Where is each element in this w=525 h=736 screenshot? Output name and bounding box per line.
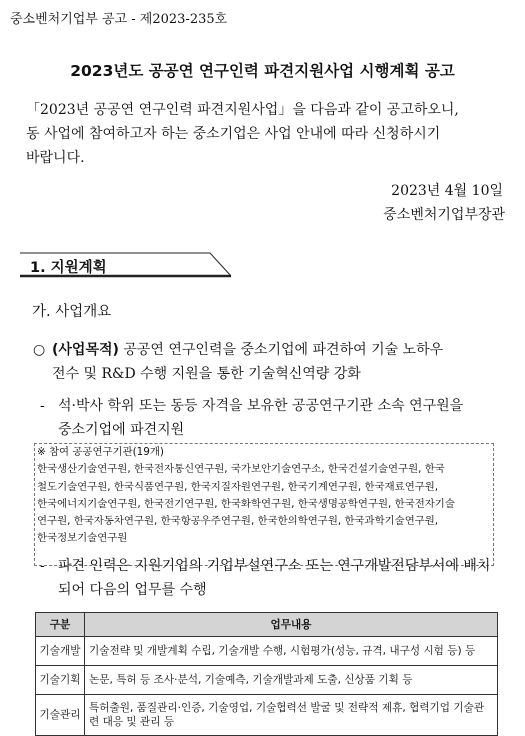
qualification-line-1: 석·박사 학위 또는 동등 자격을 보유한 공공연구기관 소속 연구원을 (58, 398, 464, 414)
dash-bullet: - (40, 398, 45, 414)
signer: 중소벤처기업부장관 (383, 207, 505, 223)
purpose-line-2: 전수 및 R&D 수행 지원을 통한 기술혁신역량 강화 (52, 366, 361, 382)
table-row (36, 637, 498, 666)
table-row (36, 666, 498, 695)
column-header-content: 업무내용 (85, 613, 498, 637)
column-header-category: 구분 (36, 613, 85, 637)
subsection-title: 가. 사업개요 (32, 304, 112, 320)
purpose-line-1 (52, 338, 443, 362)
task-line-1: 파견 인력은 지원기업의 기업부설연구소 또는 연구개발전담부서에 배치 (58, 558, 491, 574)
section-header (20, 252, 232, 278)
row-category: 기술기획 (36, 666, 85, 695)
task-line-2: 되어 다음의 업무를 수행 (58, 582, 207, 598)
institutions-line: 철도기술연구원, 한국식품연구원, 한국지질자원연구원, 한국기계연구원, 한국재료연구원, (37, 480, 439, 493)
row-content: 논문, 특허 등 조사·분석, 기술예측, 기술개발과제 도출, 신상품 기획 등 (85, 666, 498, 695)
bullet-circle: ○ (33, 342, 46, 358)
notice-number: 중소벤처기업부 공고 - 제2023-235호 (10, 12, 228, 27)
table-row (36, 695, 498, 736)
institutions-line: 연구원, 한국자동차연구원, 한국항공우주연구원, 한국한의학연구원, 한국과학기술연구원, (37, 515, 439, 528)
intro-line-3: 바랍니다. (26, 150, 85, 166)
document-title: 2023년도 공공연 연구인력 파견지원사업 시행계획 공고 (70, 62, 455, 80)
row-content: 기술전략 및 개발계획 수립, 기술개발 수행, 시험평가(성능, 규격, 내구성 시험 등) 등 (85, 637, 498, 666)
table-header-row (36, 613, 498, 637)
intro-line-2: 동 사업에 참여하고자 하는 중소기업은 사업 안내에 따라 신청하시기 (26, 126, 441, 142)
row-category: 기술개발 (36, 637, 85, 666)
row-category: 기술관리 (36, 695, 85, 736)
purpose-text: 공공연 연구인력을 중소기업에 파견하여 기술 노하우 (118, 342, 444, 358)
row-content: 특허출원, 품질관리·인증, 기술영업, 기술협력선 발굴 및 전략적 제휴, 협력기업 기술관련 대응 및 관리 등 (85, 695, 498, 736)
institutions-line: 한국에너지기술연구원, 한국전기연구원, 한국화학연구원, 한국생명공학연구원, 한국전자기술 (37, 497, 455, 510)
dash-bullet: - (40, 558, 45, 574)
intro-line-1: 「2023년 공공연 연구인력 파견지원사업」을 다음과 같이 공고하오니, (26, 102, 459, 118)
purpose-label: (사업목적) (52, 342, 119, 358)
institutions-line: 한국정보기술연구원 (37, 532, 128, 545)
institutions-header: ※ 참여 공공연구기관(19개) (37, 446, 164, 458)
qualification-line-2: 중소기업에 파견지원 (58, 422, 185, 438)
institutions-line: 한국생산기술연구원, 한국전자통신연구원, 국가보안기술연구소, 한국건설기술연구원, 한국 (37, 463, 445, 476)
institutions-box (34, 443, 494, 566)
section-title: 1. 지원계획 (30, 260, 107, 276)
duty-table (35, 612, 498, 736)
announcement-date: 2023년 4월 10일 (391, 183, 503, 199)
